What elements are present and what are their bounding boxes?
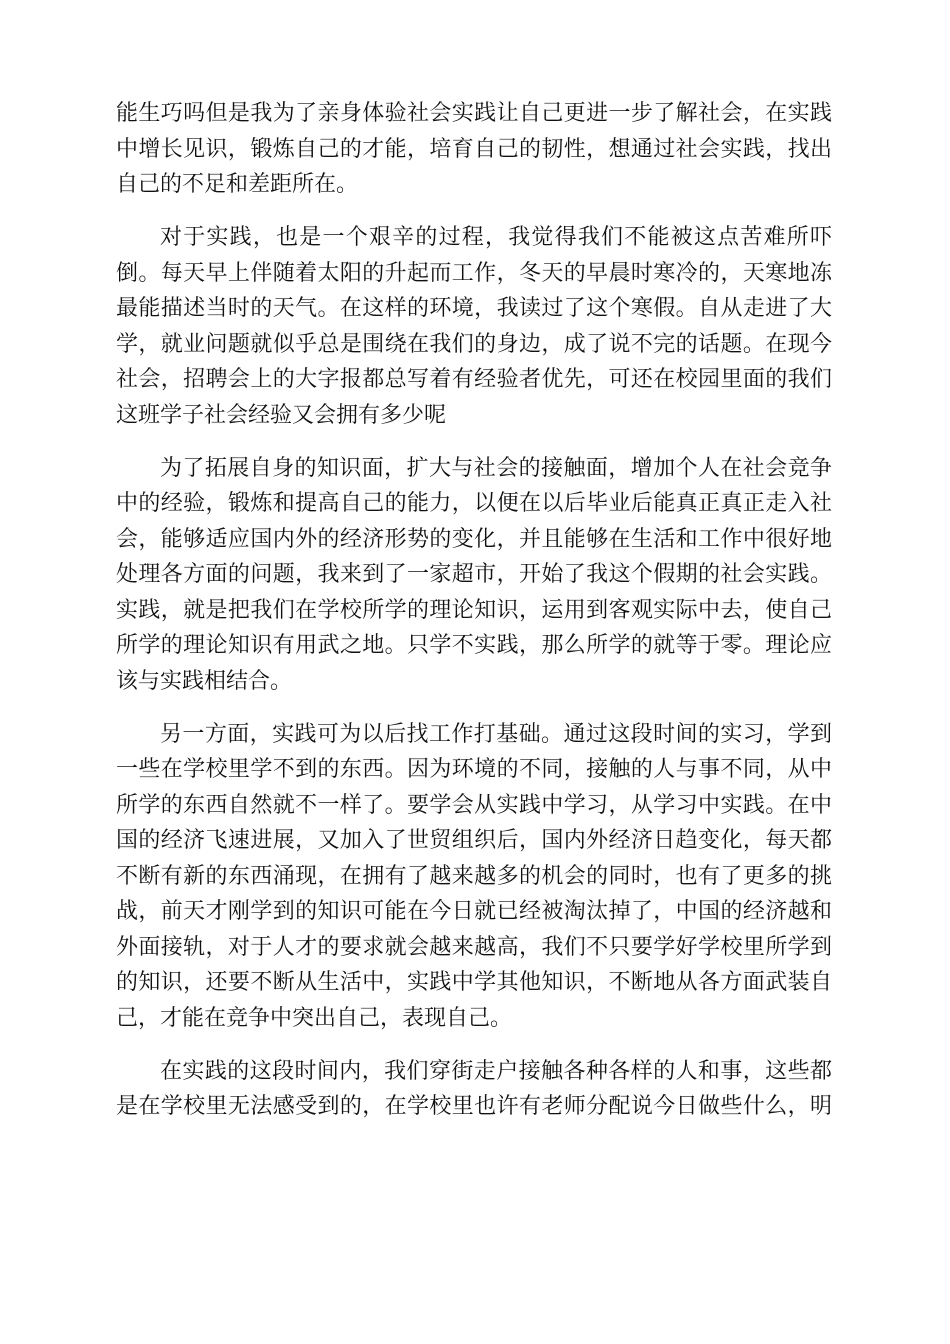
text-line: 己，才能在竞争中突出自己，表现自己。: [116, 1005, 513, 1031]
text-line: 社会，招聘会上的大字报都总写着有经验者优先，可还在校园里面的我们: [116, 367, 832, 392]
text-line: 一些在学校里学不到的东西。因为环境的不同，接触的人与事不同，从中: [116, 757, 832, 782]
text-line: 最能描述当时的天气。在这样的环境，我读过了这个寒假。自从走进了大: [116, 296, 832, 321]
paragraph: [116, 96, 832, 203]
text-line: 倒。每天早上伴随着太阳的升起而工作，冬天的早晨时寒冷的，天寒地冻: [116, 260, 832, 286]
paragraph: [116, 1054, 832, 1125]
text-line: 在实践的这段时间内，我们穿街走户接触各种各样的人和事，这些都: [160, 1058, 832, 1084]
text-line: 战，前天才刚学到的知识可能在今日就已经被淘汰掉了，中国的经济越和: [116, 899, 832, 924]
text-line: 所学的东西自然就不一样了。要学会从实践中学习，从学习中实践。在中: [116, 792, 832, 818]
text-line: 能生巧吗但是我为了亲身体验社会实践让自己更进一步了解社会，在实践: [116, 101, 832, 126]
text-line: 中的经验，锻炼和提高自己的能力，以便在以后毕业后能真正真正走入社: [116, 491, 832, 516]
text-line: 会，能够适应国内外的经济形势的变化，并且能够在生活和工作中很好地: [116, 526, 832, 552]
text-line: 为了拓展自身的知识面，扩大与社会的接触面，增加个人在社会竞争: [160, 455, 832, 481]
paragraph: [116, 717, 832, 1037]
text-line: 实践，就是把我们在学校所学的理论知识，运用到客观实际中去，使自己: [116, 597, 832, 623]
text-line: 不断有新的东西涌现，在拥有了越来越多的机会的同时，也有了更多的挑: [116, 863, 832, 889]
text-line: 中增长见识，锻炼自己的才能，培育自己的韧性，想通过社会实践，找出: [116, 136, 832, 162]
paragraph: [116, 451, 832, 700]
text-line: 自己的不足和差距所在。: [116, 172, 359, 197]
paragraph: [116, 220, 832, 433]
text-line: 另一方面，实践可为以后找工作打基础。通过这段时间的实习，学到: [160, 721, 832, 747]
text-line: 是在学校里无法感受到的，在学校里也许有老师分配说今日做些什么，明: [116, 1094, 832, 1119]
text-line: 对于实践，也是一个艰辛的过程，我觉得我们不能被这点苦难所吓: [160, 225, 832, 250]
text-line: 该与实践相结合。: [116, 668, 293, 694]
text-line: 处理各方面的问题，我来到了一家超市，开始了我这个假期的社会实践。: [116, 562, 832, 587]
document-body: [116, 96, 832, 1142]
text-line: 这班学子社会经验又会拥有多少呢: [116, 402, 447, 428]
text-line: 外面接轨，对于人才的要求就会越来越高，我们不只要学好学校里所学到: [116, 934, 832, 960]
text-line: 所学的理论知识有用武之地。只学不实践，那么所学的就等于零。理论应: [116, 633, 832, 658]
text-line: 国的经济飞速进展，又加入了世贸组织后，国内外经济日趋变化，每天都: [116, 828, 832, 853]
text-line: 学，就业问题就似乎总是围绕在我们的身边，成了说不完的话题。在现今: [116, 331, 832, 357]
text-line: 的知识，还要不断从生活中，实践中学其他知识，不断地从各方面武装自: [116, 970, 832, 995]
